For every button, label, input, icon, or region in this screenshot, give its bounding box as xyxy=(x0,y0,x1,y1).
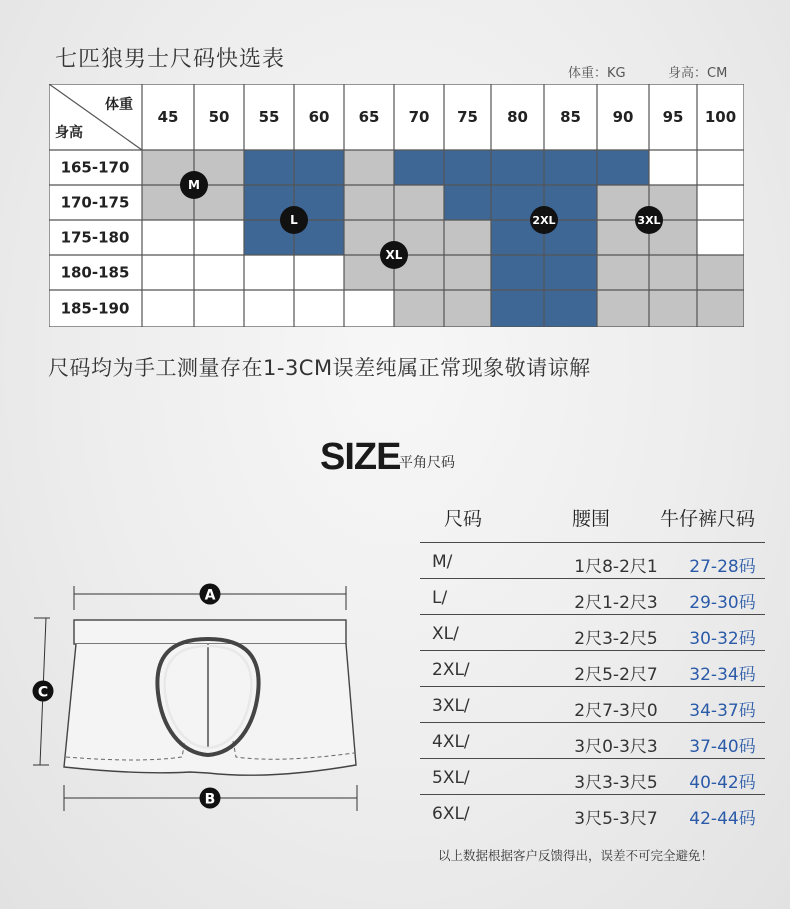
size-cell: 3XL/ xyxy=(432,696,470,716)
height-row-label: 170-175 xyxy=(60,193,130,212)
grid-cell xyxy=(597,255,649,290)
jeans-cell: 27-28码 xyxy=(689,557,756,577)
size-selection-grid xyxy=(49,84,744,327)
width-a-dimension xyxy=(74,584,346,611)
height-row-label: 180-185 xyxy=(60,263,130,282)
label-b-text: B xyxy=(204,791,216,808)
corner-weight-label: 体重 xyxy=(105,97,133,113)
jeans-cell: 32-34码 xyxy=(689,665,756,685)
waist-cell: 3尺5-3尺7 xyxy=(574,809,658,829)
weight-header: 55 xyxy=(258,108,280,126)
jeans-cell: 30-32码 xyxy=(689,629,756,649)
weight-header: 100 xyxy=(704,108,737,126)
measurement-note: 尺码均为手工测量存在1-3CM误差纯属正常现象敬请谅解 xyxy=(48,356,591,380)
weight-header: 95 xyxy=(662,108,684,126)
height-unit: 身高：CM xyxy=(668,66,728,81)
grid-cell xyxy=(444,290,491,327)
grid-cell xyxy=(597,150,649,185)
measurement-table xyxy=(420,500,765,840)
grid-cell xyxy=(649,290,697,327)
grid-cell xyxy=(194,255,244,290)
size-badge-label: 3XL xyxy=(637,214,661,227)
grid-cell xyxy=(697,220,744,255)
grid-cell xyxy=(697,290,744,327)
grid-cell xyxy=(544,290,597,327)
grid-cell xyxy=(444,255,491,290)
weight-header: 45 xyxy=(157,108,179,126)
disclaimer: 以上数据根据客户反馈得出，误差不可完全避免！ xyxy=(438,848,714,863)
grid-cell xyxy=(394,185,444,220)
waist-cell: 3尺3-3尺5 xyxy=(574,773,658,793)
table-row xyxy=(420,760,765,796)
boxer-diagram xyxy=(30,575,370,815)
height-c-dimension xyxy=(33,618,54,765)
grid-cell xyxy=(244,290,294,327)
height-row-label: 165-170 xyxy=(60,158,130,177)
size-cell: 6XL/ xyxy=(432,804,470,824)
weight-header: 50 xyxy=(208,108,230,126)
weight-header: 65 xyxy=(358,108,380,126)
grid-cell xyxy=(344,150,394,185)
grid-cell xyxy=(697,255,744,290)
grid-cell xyxy=(294,150,344,185)
jeans-cell: 37-40码 xyxy=(689,737,756,757)
width-b-dimension xyxy=(64,785,357,811)
grid-cell xyxy=(444,220,491,255)
waist-cell: 2尺1-2尺3 xyxy=(574,593,658,613)
grid-cell xyxy=(444,185,491,220)
grid-cell xyxy=(394,290,444,327)
weight-unit: 体重：KG xyxy=(568,66,626,81)
size-badge-label: XL xyxy=(385,248,403,262)
grid-cell xyxy=(394,150,444,185)
grid-cell xyxy=(344,290,394,327)
height-row-label: 185-190 xyxy=(60,299,130,318)
waist-cell: 3尺0-3尺3 xyxy=(574,737,658,757)
table-row xyxy=(420,688,765,724)
waist-cell: 2尺3-2尺5 xyxy=(574,629,658,649)
jeans-cell: 40-42码 xyxy=(689,773,756,793)
size-cell: XL/ xyxy=(432,624,459,644)
jeans-cell: 29-30码 xyxy=(689,593,756,613)
size-grid-canvas xyxy=(49,84,744,327)
table-row xyxy=(420,652,765,688)
header-size: 尺码 xyxy=(444,508,483,530)
grid-cell xyxy=(142,255,194,290)
size-cell: L/ xyxy=(432,588,448,608)
table-row xyxy=(420,544,765,580)
jeans-cell: 42-44码 xyxy=(689,809,756,829)
size-badge-label: 2XL xyxy=(532,214,556,227)
grid-cell xyxy=(244,255,294,290)
size-cell: 2XL/ xyxy=(432,660,470,680)
waist-cell: 2尺5-2尺7 xyxy=(574,665,658,685)
grid-cell xyxy=(491,255,544,290)
size-cell: 5XL/ xyxy=(432,768,470,788)
header-waist: 腰围 xyxy=(572,508,611,530)
grid-cell xyxy=(491,290,544,327)
size-cell: 4XL/ xyxy=(432,732,470,752)
grid-cell xyxy=(294,290,344,327)
table-row xyxy=(420,796,765,832)
grid-cell xyxy=(649,150,697,185)
grid-cell xyxy=(544,255,597,290)
boxer-outline xyxy=(64,620,356,775)
grid-cell xyxy=(142,220,194,255)
grid-cell xyxy=(544,150,597,185)
size-cell: M/ xyxy=(432,552,453,572)
grid-cell xyxy=(491,150,544,185)
grid-cell xyxy=(244,150,294,185)
units-legend xyxy=(0,62,790,82)
height-row-label: 175-180 xyxy=(60,228,130,247)
weight-header: 75 xyxy=(457,108,478,126)
grid-cell xyxy=(294,255,344,290)
waist-cell: 1尺8-2尺1 xyxy=(574,557,658,577)
waist-cell: 2尺7-3尺0 xyxy=(574,701,658,721)
table-row xyxy=(420,616,765,652)
jeans-cell: 34-37码 xyxy=(689,701,756,721)
size-heading-sub: 平角尺码 xyxy=(399,455,455,471)
header-jeans-size: 牛仔裤尺码 xyxy=(660,508,756,530)
grid-cell xyxy=(697,185,744,220)
grid-cell xyxy=(597,290,649,327)
size-heading-main: SIZE xyxy=(320,436,401,478)
size-badge-label: M xyxy=(188,178,200,192)
label-c-text: C xyxy=(37,684,49,701)
weight-header: 90 xyxy=(612,108,634,126)
grid-cell xyxy=(194,220,244,255)
weight-header: 85 xyxy=(560,108,581,126)
grid-cell xyxy=(194,290,244,327)
corner-height-label: 身高 xyxy=(55,125,83,141)
grid-cell xyxy=(444,150,491,185)
size-badge-label: L xyxy=(290,213,298,227)
grid-cell xyxy=(344,185,394,220)
table-row xyxy=(420,724,765,760)
weight-header: 70 xyxy=(408,108,430,126)
weight-header: 60 xyxy=(308,108,330,126)
weight-header: 80 xyxy=(507,108,528,126)
grid-cell xyxy=(697,150,744,185)
grid-cell xyxy=(142,290,194,327)
table-row xyxy=(420,580,765,616)
grid-cell xyxy=(649,255,697,290)
page-title: 七匹狼男士尺码快选表 xyxy=(55,47,286,72)
label-a-text: A xyxy=(204,587,216,604)
